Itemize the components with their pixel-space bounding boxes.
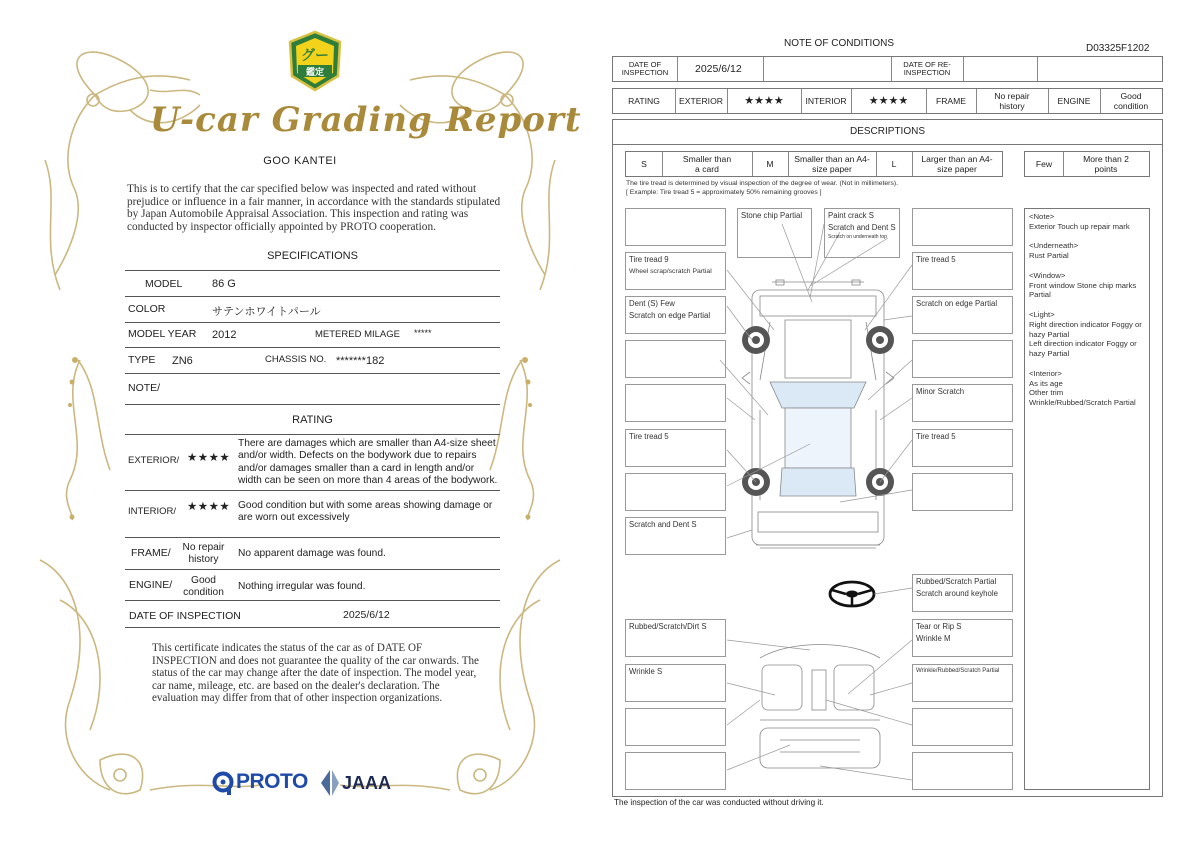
- condition-notes-panel: [1024, 208, 1150, 790]
- legend-few: Few: [1035, 159, 1053, 169]
- note-box-tire-front-left: [625, 252, 726, 290]
- note-box-tire-rear-right: [912, 429, 1013, 467]
- interior-stars: ★★★★: [187, 501, 231, 513]
- note-box-empty: [625, 384, 726, 422]
- date-of-reinspection-label: DATE OF RE-INSPECTION: [903, 59, 951, 77]
- divider: [125, 270, 500, 271]
- legend-l: L: [891, 159, 897, 169]
- proto-logo-text: PROTO: [236, 770, 308, 793]
- exterior-stars: ★★★★: [744, 95, 784, 107]
- note-box-empty: [912, 473, 1013, 511]
- specifications-heading: SPECIFICATIONS: [267, 250, 358, 262]
- note-box-empty: [625, 752, 726, 790]
- brand-name: GOO KANTEI: [263, 155, 337, 167]
- document-id: D03325F1202: [1086, 43, 1150, 54]
- note-text: Stone chip Partial: [741, 211, 803, 220]
- note-item: Wrinkle/Rubbed/Scratch Partial: [1029, 398, 1136, 408]
- note-text: Wrinkle M: [916, 633, 951, 643]
- note-box-tire-front-right: [912, 252, 1013, 290]
- note-box-scratch-dent-rear: [625, 517, 726, 555]
- steering-wheel-icon: [830, 582, 874, 606]
- model-year-value: 2012: [212, 329, 237, 341]
- note-item: As its age: [1029, 378, 1063, 388]
- legend-s-desc: Smaller than a card: [682, 154, 732, 174]
- model-label: MODEL: [145, 278, 183, 290]
- note-heading: <Window>: [1029, 270, 1066, 280]
- certification-intro: This is to certify that the car specified below was inspected and rated without prejudice or influence in a fair manner, in accordance with the standards stipulated by Japan Automobile Appraisal Association. This inspection and rating was conducted by inspector officially appointed by PROTO cooperation.: [127, 183, 501, 233]
- note-heading: <Note>: [1029, 212, 1055, 221]
- divider: [125, 569, 500, 570]
- note-text: Paint crack S: [828, 211, 874, 220]
- note-box-empty: [912, 708, 1013, 746]
- divider: [125, 434, 500, 435]
- legend-m-desc: Smaller than an A4-size paper: [794, 154, 870, 174]
- svg-text:グー: グー: [301, 48, 329, 64]
- note-box-empty: [912, 752, 1013, 790]
- engine-description: Nothing irregular was found.: [238, 581, 366, 592]
- note-heading: <Interior>: [1029, 368, 1062, 378]
- exterior-label: EXTERIOR: [679, 96, 723, 106]
- jaaa-logo-text: JAAA: [342, 773, 392, 793]
- metered-milage-value: *****: [414, 328, 432, 338]
- note-text: Wheel scrap/scratch Partial: [629, 267, 712, 275]
- divider: [125, 627, 500, 628]
- frame-description: No apparent damage was found.: [238, 548, 386, 559]
- tire-tread-note: The tire tread is determined by visual inspection of the degree of wear. (Not in millimeters).: [626, 180, 898, 187]
- certificate-disclaimer: This certificate indicates the status of the car as of DATE OF INSPECTION and does not guarantee the quality of the car onwards. The status of the car may change after the date of inspection. The model year, car name, mileage, etc. are based on the dealer's declaration. The evaluation may differ from that of other inspection organizations.: [152, 642, 479, 704]
- note-box-dent-few: [625, 296, 726, 334]
- note-item: Right direction indicator Foggy or hazy Partial: [1029, 319, 1142, 339]
- note-text: Rubbed/Scratch Partial: [916, 577, 997, 586]
- note-text: Scratch on edge Partial: [629, 310, 711, 320]
- date-of-inspection-value: 2025/6/12: [343, 609, 390, 621]
- divider: [125, 373, 500, 374]
- note-box-empty: [625, 708, 726, 746]
- note-text: Tire tread 9: [629, 255, 669, 264]
- note-item: Front window Stone chip marks Partial: [1029, 280, 1137, 300]
- divider: [125, 296, 500, 297]
- note-box-steering: [912, 574, 1013, 612]
- note-box-empty: [912, 340, 1013, 378]
- model-year-label: MODEL YEAR: [128, 328, 197, 340]
- interior-stars: ★★★★: [868, 95, 909, 107]
- engine-value: Good condition: [1113, 91, 1149, 111]
- interior-description: Good condition but with some areas showing damage or are worn out excessively: [238, 500, 493, 524]
- note-box-wrinkle-rubbed: [912, 664, 1013, 702]
- note-text: Dent (S) Few: [629, 299, 675, 308]
- note-box-wrinkle-s: [625, 664, 726, 702]
- note-item: Other trim: [1029, 388, 1064, 398]
- color-label: COLOR: [128, 303, 166, 315]
- conditions-title: NOTE OF CONDITIONS: [784, 38, 894, 49]
- divider: [125, 347, 500, 348]
- note-text: Scratch and Dent S: [629, 520, 697, 529]
- frame-value: No repair history: [182, 542, 225, 566]
- interior-label: INTERIOR/: [128, 506, 177, 517]
- note-text: Tire tread 5: [629, 432, 669, 441]
- note-item: Exterior Touch up repair mark: [1029, 221, 1130, 231]
- inspection-footer-note: The inspection of the car was conducted without driving it.: [614, 798, 824, 807]
- note-text: Tire tread 5: [916, 432, 956, 441]
- note-text: Scratch and Dent S: [828, 222, 896, 232]
- note-box-paint-crack: [824, 208, 900, 258]
- note-box-empty: [625, 473, 726, 511]
- divider: [125, 404, 500, 405]
- chassis-label: CHASSIS NO.: [265, 354, 327, 365]
- report-title: U-car Grading Report: [150, 100, 582, 140]
- exterior-description: There are damages which are smaller than A4-size sheet and/or width. Defects on the bodywork due to repairs and/or damages smaller than a card in length and/or width can be seen on more than 4 areas of the bodywork.: [238, 438, 498, 487]
- engine-label: ENGINE: [1057, 96, 1091, 106]
- note-text: Scratch on edge Partial: [916, 299, 998, 308]
- note-text: Wrinkle/Rubbed/Scratch Partial: [916, 668, 1000, 674]
- metered-milage-label: METERED MILAGE: [315, 329, 400, 340]
- exterior-stars: ★★★★: [187, 452, 231, 464]
- chassis-value: *******182: [336, 355, 385, 367]
- date-of-inspection-label: DATE OF INSPECTION: [129, 610, 241, 622]
- legend-s: S: [641, 159, 647, 169]
- color-value: サテンホワイトパール: [212, 306, 321, 318]
- note-box-stone-chip: [737, 208, 812, 258]
- proto-logo-icon: [212, 770, 236, 796]
- note-text: Rubbed/Scratch/Dirt S: [629, 622, 707, 631]
- date-of-inspection-label: DATE OF INSPECTION: [621, 59, 669, 77]
- note-box-tire-rear-left: [625, 429, 726, 467]
- note-item: Left direction indicator Foggy or hazy Partial: [1029, 339, 1137, 359]
- divider: [125, 490, 500, 491]
- frame-label: FRAME/: [131, 547, 171, 559]
- divider: [125, 600, 500, 601]
- note-text: Scratch on underneath top: [828, 234, 887, 240]
- note-text: Wrinkle S: [629, 667, 663, 676]
- legend-l-desc: Larger than an A4-size paper: [921, 154, 993, 174]
- note-box-empty: [912, 208, 1013, 246]
- note-box-empty: [625, 208, 726, 246]
- note-text: Scratch around keyhole: [916, 588, 998, 598]
- note-box-minor-scratch: [912, 384, 1013, 422]
- svg-text:鑑定: 鑑定: [305, 68, 325, 78]
- model-value: 86 G: [212, 278, 236, 290]
- note-of-conditions-sheet: [600, 0, 1200, 848]
- divider: [125, 322, 500, 323]
- note-text: Minor Scratch: [916, 387, 965, 396]
- date-of-inspection-value: 2025/6/12: [695, 63, 742, 75]
- engine-label: ENGINE/: [129, 579, 173, 591]
- interior-label: INTERIOR: [805, 96, 847, 106]
- note-box-empty: [625, 340, 726, 378]
- note-box-rubbed-dirt: [625, 619, 726, 657]
- descriptions-heading: DESCRIPTIONS: [612, 119, 1163, 145]
- divider: [125, 537, 500, 538]
- note-label: NOTE/: [128, 382, 161, 394]
- note-heading: <Underneath>: [1029, 241, 1079, 251]
- note-box-tear-rip: [912, 619, 1013, 657]
- note-heading: <Light>: [1029, 309, 1055, 319]
- note-text: Tear or Rip S: [916, 622, 962, 631]
- engine-value: Good condition: [183, 575, 224, 599]
- jaaa-logo-icon: [318, 769, 340, 797]
- rating-label: RATING: [628, 96, 660, 106]
- legend-few-desc: More than 2 points: [1083, 154, 1129, 174]
- goo-kantei-logo: [286, 30, 344, 92]
- note-item: Rust Partial: [1029, 251, 1069, 261]
- rating-heading: RATING: [292, 414, 333, 426]
- note-text: Tire tread 5: [916, 255, 956, 264]
- type-value: ZN6: [172, 355, 193, 367]
- legend-m: M: [766, 159, 774, 169]
- type-label: TYPE: [128, 354, 156, 366]
- frame-value: No repair history: [994, 91, 1030, 111]
- note-box-scratch-edge-right: [912, 296, 1013, 334]
- tire-tread-example: [ Example: Tire tread 5 = approximately 50% remaining grooves ]: [626, 189, 822, 196]
- frame-label: FRAME: [935, 96, 967, 106]
- exterior-label: EXTERIOR/: [128, 455, 180, 466]
